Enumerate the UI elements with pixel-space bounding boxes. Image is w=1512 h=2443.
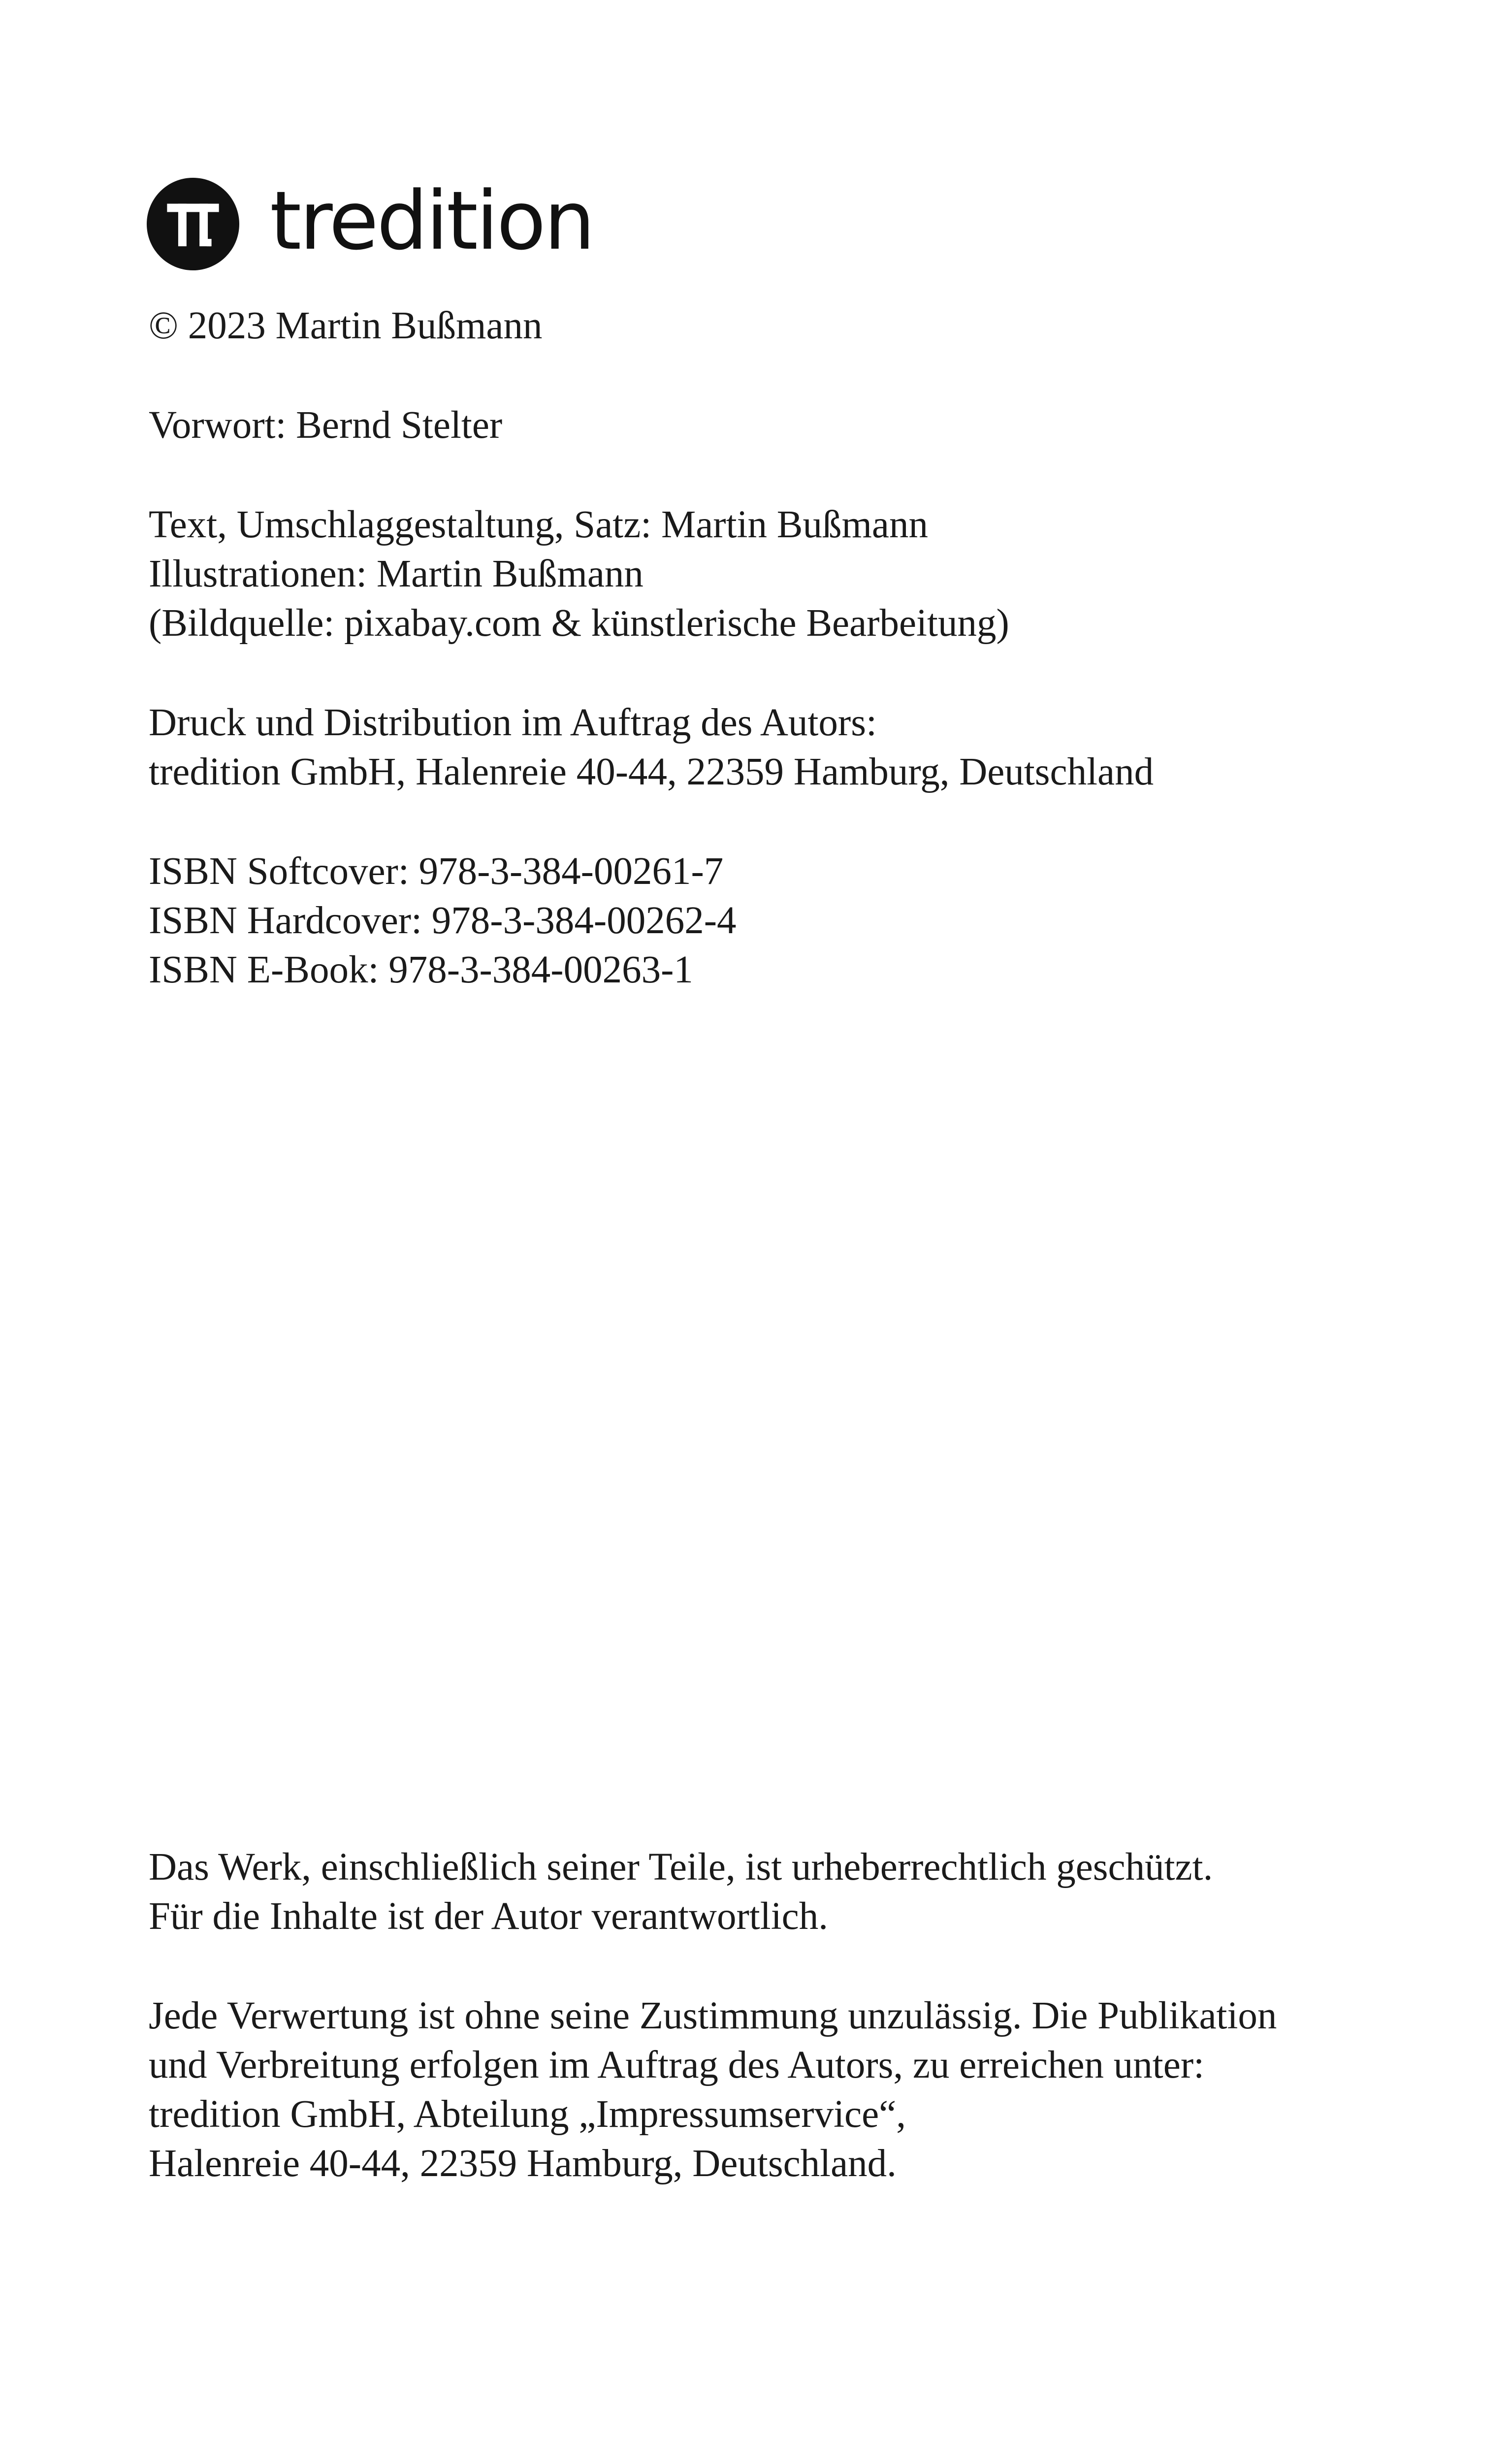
- credits-line: Illustrationen: Martin Bußmann: [149, 553, 643, 595]
- legal-usage-line: und Verbreitung erfolgen im Auftrag des Autors, zu erreichen unter:: [149, 2044, 1205, 2086]
- tredition-logo-icon: [147, 178, 239, 270]
- copyright-line: © 2023 Martin Bußmann: [149, 304, 543, 347]
- legal-usage-line: Halenreie 40-44, 22359 Hamburg, Deutschland.: [149, 2142, 897, 2185]
- isbn-line: ISBN Hardcover: 978-3-384-00262-4: [149, 899, 737, 942]
- credits-line: (Bildquelle: pixabay.com & künstlerische Bearbeitung): [149, 602, 1009, 645]
- print-line: tredition GmbH, Halenreie 40-44, 22359 Hamburg, Deutschland: [149, 750, 1154, 793]
- foreword-line: Vorwort: Bernd Stelter: [149, 404, 503, 447]
- legal-notice-line: Das Werk, einschließlich seiner Teile, ist urheberrechtlich geschützt.: [149, 1846, 1213, 1889]
- legal-usage-line: Jede Verwertung ist ohne seine Zustimmung unzulässig. Die Publikation: [149, 1994, 1277, 2037]
- print-line: Druck und Distribution im Auftrag des Autors:: [149, 701, 877, 744]
- legal-notice-line: Für die Inhalte ist der Autor verantwortlich.: [149, 1895, 828, 1938]
- publisher-logo: [147, 174, 593, 271]
- isbn-line: ISBN Softcover: 978-3-384-00261-7: [149, 850, 724, 893]
- credits-line: Text, Umschlaggestaltung, Satz: Martin Bußmann: [149, 503, 928, 546]
- isbn-line: ISBN E-Book: 978-3-384-00263-1: [149, 948, 693, 991]
- legal-usage-line: tredition GmbH, Abteilung „Impressumservice“,: [149, 2093, 906, 2136]
- publisher-name: tredition: [270, 174, 593, 268]
